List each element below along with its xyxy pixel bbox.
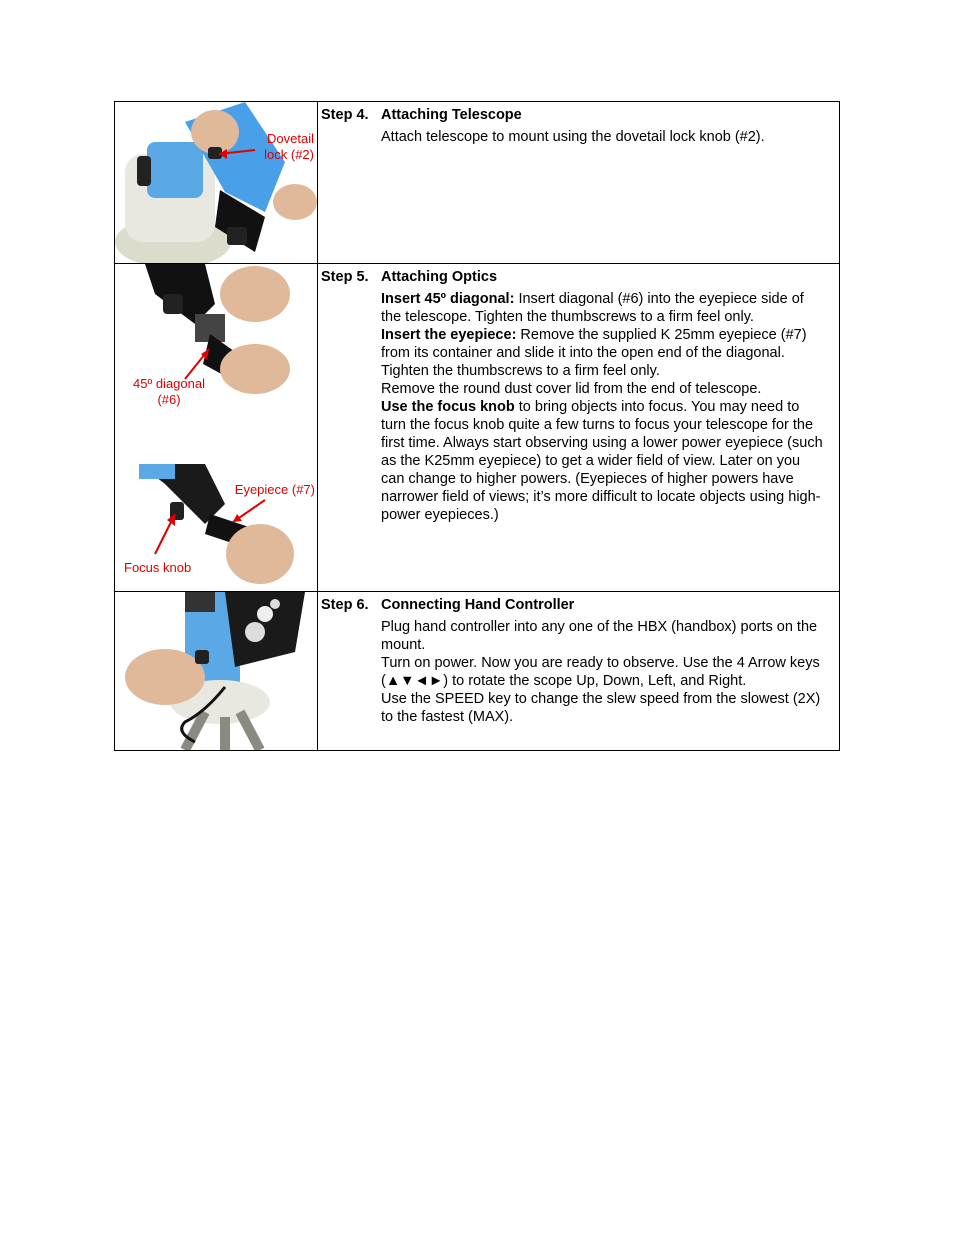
step-4-row <box>115 102 839 264</box>
diagonal-label: 45º diagonal (#6) <box>133 376 205 407</box>
step-6-para-power: Turn on power. Now you are ready to observe. Use the 4 Arrow keys (▲▼◄►) to rotate the scope Up, Down, Left, and Right. <box>381 655 820 689</box>
step-4-text <box>318 102 839 263</box>
step-4-body: Attach telescope to mount using the dovetail lock knob (#2). <box>381 129 765 145</box>
eyepiece-label: Eyepiece (#7) <box>234 482 315 497</box>
step-5-para-focus: Use the focus knob to bring objects into focus. You may need to turn the focus knob quite a few turns to focus your telescope for the first time. Always start observing using a lower power eyepiece (such as the K25mm eyepiece) to get a wider field of view. Later on you can change to higher powers. (Eyepieces of higher powers have narrower field of views; it’s more difficult to locate objects using high-power eyepieces.) <box>381 399 823 523</box>
step-5-para-eyepiece: Insert the eyepiece: Remove the supplied K 25mm eyepiece (#7) from its container and slide it into the open end of the diagonal. Tighten the thumbscrews to a firm feel only. <box>381 327 807 379</box>
step-5-row <box>115 264 839 592</box>
step-4-photo <box>115 102 318 263</box>
step-6-para-speed: Use the SPEED key to change the slew speed from the slowest (2X) to the fastest (MAX). <box>381 691 821 725</box>
step-5-para-diagonal: Insert 45º diagonal: Insert diagonal (#6) into the eyepiece side of the telescope. Tighten the thumbscrews to a firm feel only. <box>381 291 804 325</box>
step-5-photo <box>115 264 318 591</box>
dovetail-label: Dovetail lock (#2) <box>264 131 314 162</box>
step-6-row <box>115 592 839 750</box>
step-5-heading: Step 5. Attaching Optics <box>321 269 498 285</box>
step-5-para-dustcover: Remove the round dust cover lid from the end of telescope. <box>381 381 762 397</box>
step-6-photo <box>115 592 318 750</box>
step-6-text <box>318 592 839 750</box>
step-4-heading: Step 4. Attaching Telescope <box>321 107 522 123</box>
step-6-heading: Step 6. Connecting Hand Controller <box>321 597 575 613</box>
focus-knob-label: Focus knob <box>124 560 192 575</box>
instructions-table <box>114 101 840 751</box>
step-5-text <box>318 264 839 591</box>
step-6-para-plug: Plug hand controller into any one of the HBX (handbox) ports on the mount. <box>381 619 818 653</box>
